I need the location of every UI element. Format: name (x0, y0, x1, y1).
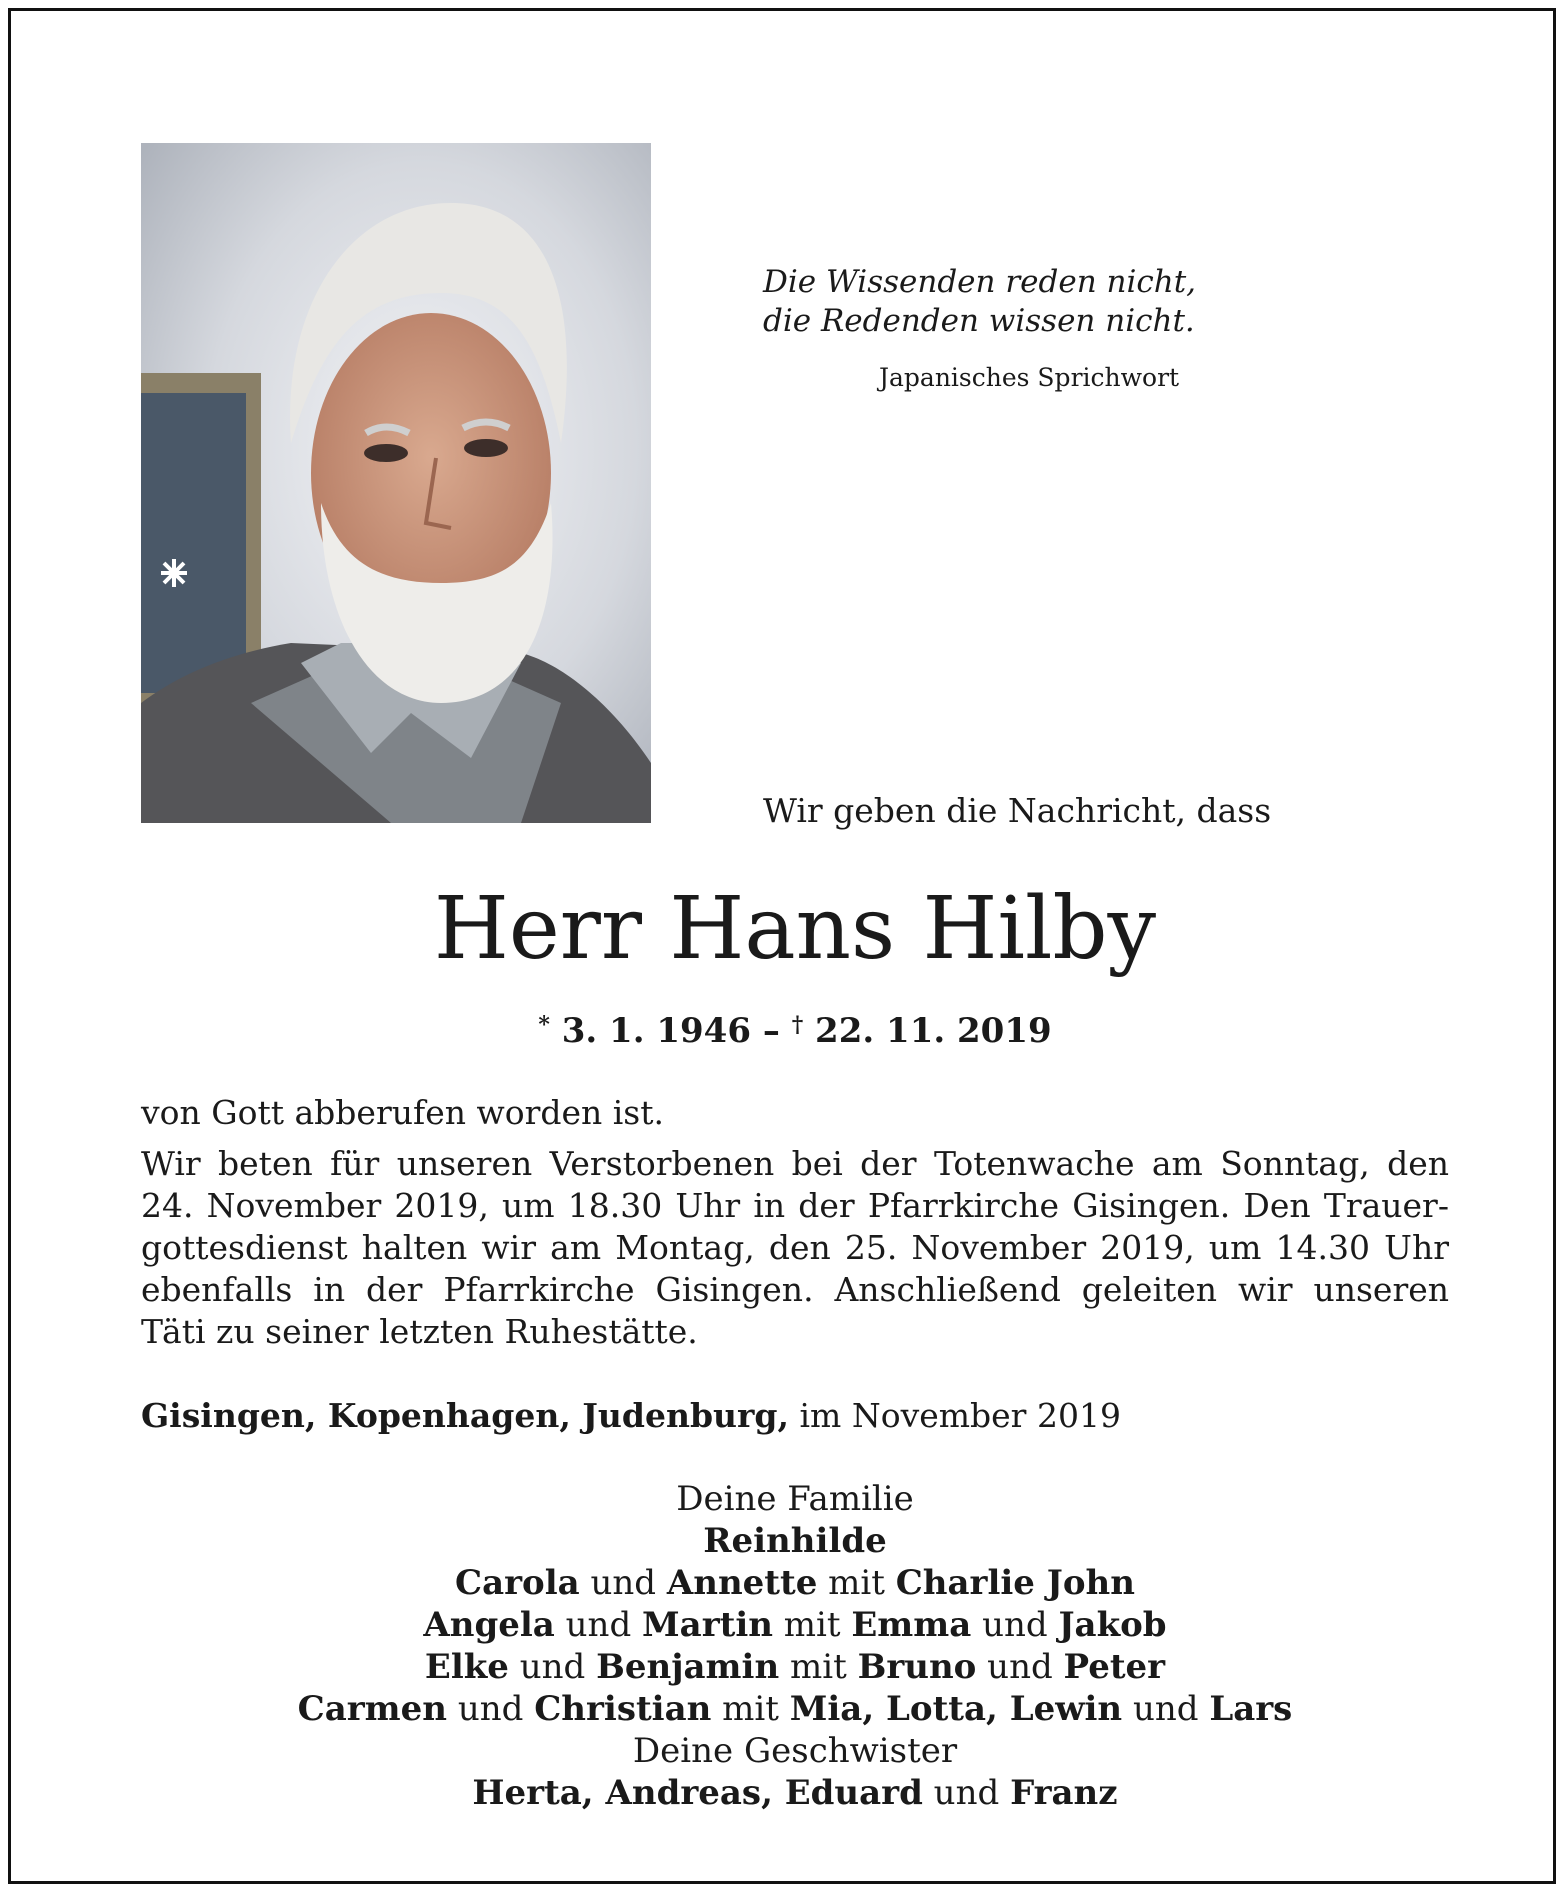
family-joiner: mit (772, 1605, 852, 1645)
family-name: Franz (1010, 1773, 1118, 1813)
family-joiner: und (971, 1605, 1059, 1645)
family-name: Peter (1063, 1647, 1166, 1687)
family-joiner: und (922, 1773, 1011, 1813)
death-date: 22. 11. 2019 (815, 1011, 1052, 1051)
family-name: Martin (642, 1605, 773, 1645)
family-name: Herta, Andreas, Eduard (472, 1773, 923, 1813)
motto-line-1: Die Wissenden reden nicht, (763, 264, 1197, 300)
called-text: von Gott abberufen worden ist. (141, 1093, 664, 1132)
place-date: im November 2019 (789, 1396, 1121, 1435)
family-line-1: Deine Familie (676, 1479, 914, 1519)
family-name: Christian (534, 1689, 712, 1729)
date-dash: – (762, 1011, 780, 1051)
intro-text: Wir geben die Nachricht, dass (763, 791, 1272, 830)
family-line-8 (11, 1772, 1568, 1814)
family-joiner: und (508, 1647, 597, 1687)
death-symbol: † (791, 1012, 804, 1038)
family-line-5 (11, 1646, 1568, 1688)
body-line-3: gottesdienst halten wir am Montag, den 25. November 2019, um 14.30 Uhr (141, 1228, 1449, 1267)
place-date-line (141, 1396, 1121, 1435)
motto-quote (763, 263, 1203, 341)
family-name: Carmen (297, 1689, 448, 1729)
body-line-4: ebenfalls in der Pfarrkirche Gisingen. Anschließend geleiten wir unseren (141, 1270, 1449, 1309)
family-line-7: Deine Geschwister (632, 1731, 958, 1771)
family-joiner: und (579, 1563, 667, 1603)
family-joiner: und (447, 1689, 535, 1729)
motto-line-2: die Redenden wissen nicht. (763, 303, 1195, 339)
family-joiner: und (976, 1647, 1064, 1687)
funeral-details (141, 1143, 1449, 1353)
family-name: Emma (851, 1605, 972, 1645)
motto-source: Japanisches Sprichwort (879, 363, 1180, 392)
family-line-2 (11, 1520, 1568, 1562)
obituary-frame (8, 8, 1556, 1884)
family-joiner: mit (779, 1647, 858, 1687)
life-dates (11, 1011, 1568, 1051)
family-name: Bruno (857, 1647, 977, 1687)
body-line-1: Wir beten für unseren Verstorbenen bei der Totenwache am Sonntag, den (141, 1144, 1449, 1183)
portrait-photo-icon (141, 143, 651, 823)
body-line-5: Täti zu seiner letzten Ruhestätte. (141, 1312, 698, 1351)
family-name: Benjamin (596, 1647, 780, 1687)
family-name: Reinhilde (703, 1521, 887, 1561)
family-name: Carola (455, 1563, 580, 1603)
birth-date: 3. 1. 1946 (561, 1011, 751, 1051)
family-name: Lars (1209, 1689, 1293, 1729)
family-joiner: und (1122, 1689, 1210, 1729)
family-joiner: mit (817, 1563, 896, 1603)
family-name: Mia, Lotta, Lewin (789, 1689, 1123, 1729)
portrait-photo (141, 143, 651, 823)
body-line-2: 24. November 2019, um 18.30 Uhr in der Pfarrkirche Gisingen. Den Trauer- (141, 1186, 1449, 1225)
family-signature (11, 1478, 1568, 1814)
family-line-3 (11, 1562, 1568, 1604)
birth-symbol: * (538, 1012, 550, 1038)
place-cities: Gisingen, Kopenhagen, Judenburg, (141, 1396, 789, 1435)
family-name: Elke (424, 1647, 509, 1687)
family-line-4 (11, 1604, 1568, 1646)
family-line-6 (11, 1688, 1568, 1730)
family-name: Angela (423, 1605, 555, 1645)
family-name: Jakob (1058, 1605, 1167, 1645)
family-name: Charlie John (895, 1563, 1135, 1603)
deceased-name: Herr Hans Hilby (433, 879, 1157, 979)
family-name: Annette (666, 1563, 818, 1603)
family-joiner: und (554, 1605, 643, 1645)
family-joiner: mit (711, 1689, 790, 1729)
